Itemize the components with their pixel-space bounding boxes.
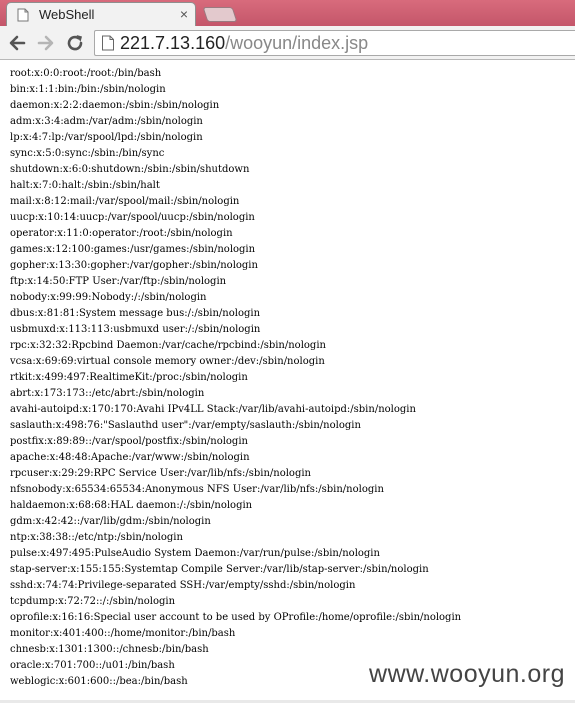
text-line: halt:x:7:0:halt:/sbin:/sbin/halt bbox=[10, 180, 160, 191]
text-line: usbmuxd:x:113:113:usbmuxd user:/:/sbin/nologin bbox=[10, 324, 261, 335]
text-line: games:x:12:100:games:/usr/games:/sbin/nologin bbox=[10, 244, 256, 255]
url-host: 221.7.13.160 bbox=[120, 33, 226, 53]
text-line: nobody:x:99:99:Nobody:/:/sbin/nologin bbox=[10, 292, 207, 303]
text-line: sync:x:5:0:sync:/sbin:/bin/sync bbox=[10, 148, 165, 159]
text-line: ntp:x:38:38::/etc/ntp:/sbin/nologin bbox=[10, 532, 183, 543]
text-line: abrt:x:173:173::/etc/abrt:/sbin/nologin bbox=[10, 388, 205, 399]
tab-webshell[interactable] bbox=[6, 2, 196, 26]
text-line: saslauth:x:498:76:"Saslauthd user":/var/empty/saslauth:/sbin/nologin bbox=[10, 420, 361, 431]
text-line: apache:x:48:48:Apache:/var/www:/sbin/nologin bbox=[10, 452, 250, 463]
text-line: rpcuser:x:29:29:RPC Service User:/var/lib/nfs:/sbin/nologin bbox=[10, 468, 311, 479]
text-line: mail:x:8:12:mail:/var/spool/mail:/sbin/nologin bbox=[10, 196, 240, 207]
toolbar bbox=[0, 26, 575, 60]
text-line: dbus:x:81:81:System message bus:/:/sbin/nologin bbox=[10, 308, 261, 319]
text-line: nfsnobody:x:65534:65534:Anonymous NFS User:/var/lib/nfs:/sbin/nologin bbox=[10, 484, 384, 495]
url-path: /wooyun/index.jsp bbox=[225, 33, 369, 53]
close-icon[interactable]: × bbox=[179, 6, 188, 22]
text-line: tcpdump:x:72:72::/:/sbin/nologin bbox=[10, 596, 176, 607]
text-line: uucp:x:10:14:uucp:/var/spool/uucp:/sbin/nologin bbox=[10, 212, 255, 223]
text-line: haldaemon:x:68:68:HAL daemon:/:/sbin/nologin bbox=[10, 500, 253, 511]
text-line: vcsa:x:69:69:virtual console memory owner:/dev:/sbin/nologin bbox=[10, 356, 325, 367]
text-line: daemon:x:2:2:daemon:/sbin:/sbin/nologin bbox=[10, 100, 220, 111]
tab-title: WebShell bbox=[39, 7, 95, 22]
text-line: weblogic:x:601:600::/bea:/bin/bash bbox=[10, 676, 188, 687]
text-line: oprofile:x:16:16:Special user account to be used by OProfile:/home/oprofile:/sbin/nologin bbox=[10, 612, 462, 623]
address-bar[interactable] bbox=[94, 30, 575, 56]
text-line: rpc:x:32:32:Rpcbind Daemon:/var/cache/rpcbind:/sbin/nologin bbox=[10, 340, 326, 351]
text-line: postfix:x:89:89::/var/spool/postfix:/sbin/nologin bbox=[10, 436, 248, 447]
text-line: stap-server:x:155:155:Systemtap Compile Server:/var/lib/stap-server:/sbin/nologin bbox=[10, 564, 429, 575]
text-line: oracle:x:701:700::/u01:/bin/bash bbox=[10, 660, 175, 671]
forward-arrow-icon[interactable] bbox=[35, 32, 57, 54]
text-line: gopher:x:13:30:gopher:/var/gopher:/sbin/nologin bbox=[10, 260, 258, 271]
reload-icon[interactable] bbox=[64, 32, 86, 54]
text-line: chnesb:x:1301:1300::/chnesb:/bin/bash bbox=[10, 644, 209, 655]
text-line: ftp:x:14:50:FTP User:/var/ftp:/sbin/nologin bbox=[10, 276, 227, 287]
text-line: sshd:x:74:74:Privilege-separated SSH:/var/empty/sshd:/sbin/nologin bbox=[10, 580, 356, 591]
text-line: adm:x:3:4:adm:/var/adm:/sbin/nologin bbox=[10, 116, 203, 127]
text-line: rtkit:x:499:497:RealtimeKit:/proc:/sbin/nologin bbox=[10, 372, 248, 383]
text-line: lp:x:4:7:lp:/var/spool/lpd:/sbin/nologin bbox=[10, 132, 203, 143]
text-line: pulse:x:497:495:PulseAudio System Daemon:/var/run/pulse:/sbin/nologin bbox=[10, 548, 380, 559]
text-line: monitor:x:401:400::/home/monitor:/bin/bash bbox=[10, 628, 236, 639]
tab-strip bbox=[0, 0, 575, 26]
url-text bbox=[120, 32, 368, 54]
page-icon bbox=[16, 8, 30, 22]
page-content bbox=[10, 66, 570, 690]
watermark: www.wooyun.org bbox=[369, 660, 565, 688]
page-icon bbox=[101, 35, 115, 51]
text-line: shutdown:x:6:0:shutdown:/sbin:/sbin/shutdown bbox=[10, 164, 250, 175]
new-tab-button[interactable] bbox=[203, 7, 238, 22]
text-line: bin:x:1:1:bin:/bin:/sbin/nologin bbox=[10, 84, 166, 95]
text-line: operator:x:11:0:operator:/root:/sbin/nologin bbox=[10, 228, 233, 239]
back-arrow-icon[interactable] bbox=[6, 32, 28, 54]
text-line: gdm:x:42:42::/var/lib/gdm:/sbin/nologin bbox=[10, 516, 211, 527]
text-line: avahi-autoipd:x:170:170:Avahi IPv4LL Stack:/var/lib/avahi-autoipd:/sbin/nologin bbox=[10, 404, 416, 415]
text-line: root:x:0:0:root:/root:/bin/bash bbox=[10, 68, 162, 79]
